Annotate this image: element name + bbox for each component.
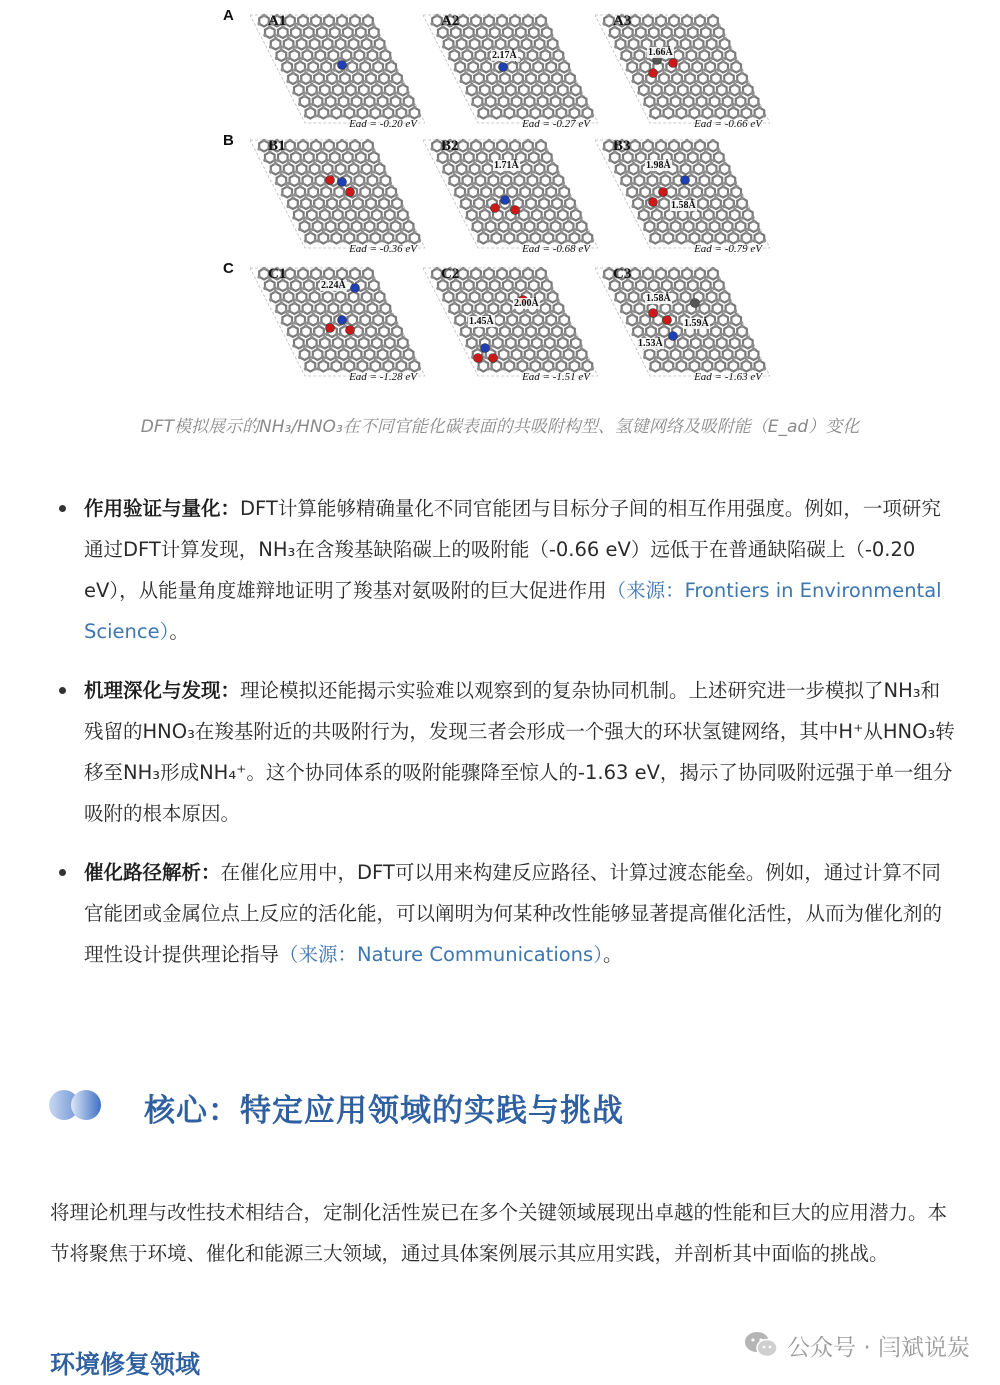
atom xyxy=(491,204,500,213)
atom xyxy=(326,324,335,333)
bond-length-label: 1.98Å xyxy=(646,160,671,171)
atom xyxy=(511,206,520,215)
source-link[interactable]: （来源：Frontiers in Environmental Science） xyxy=(84,579,942,643)
structure-panel xyxy=(423,5,598,130)
bond-length-label: 1.71Å xyxy=(494,160,519,171)
watermark xyxy=(743,1325,970,1365)
bullet-title: 机理深化与发现： xyxy=(84,679,241,702)
atom xyxy=(481,344,490,353)
bullet-title: 催化路径解析： xyxy=(84,861,221,884)
intro-paragraph: 将理论机理与改性技术相结合，定制化活性炭已在多个关键领域展现出卓越的性能和巨大的应用潜力。本节将聚焦于环境、催化和能源三大领域，通过具体案例展示其应用实践，并剖析其中面临的挑战。 xyxy=(50,1201,948,1265)
wechat-icon xyxy=(743,1330,779,1360)
adsorption-energy: Ead = -0.68 eV xyxy=(522,243,590,255)
atom xyxy=(489,354,498,363)
panel-label: A2 xyxy=(441,13,460,29)
atom xyxy=(681,176,690,185)
watermark-text: 公众号 · 闫斌说炭 xyxy=(787,1334,970,1361)
adsorption-energy: Ead = -0.66 eV xyxy=(694,118,762,130)
atom xyxy=(338,61,347,70)
bond-length-label: 1.58Å xyxy=(671,200,696,211)
panel-label: A3 xyxy=(613,13,632,29)
panel-label: A1 xyxy=(268,13,287,29)
row-letter: A xyxy=(223,7,234,24)
bullet-item-mechanism xyxy=(50,670,955,834)
adsorption-energy: Ead = -0.20 eV xyxy=(349,118,417,130)
bullet-end: 。 xyxy=(602,943,623,966)
structure-panel xyxy=(250,130,425,255)
atom xyxy=(649,198,658,207)
bond-length-label: 1.45Å xyxy=(469,316,494,327)
section-heading xyxy=(48,1082,948,1132)
bullet-dot xyxy=(59,869,66,876)
figure-caption: DFT模拟展示的NH₃/HNO₃在不同官能化碳表面的共吸附构型、氢键网络及吸附能（E_ad）变化 xyxy=(140,417,860,437)
atom xyxy=(326,176,335,185)
atom xyxy=(338,178,347,187)
atom xyxy=(659,188,668,197)
structure-panel xyxy=(423,258,598,383)
atom xyxy=(474,354,483,363)
dft-figure xyxy=(215,0,785,390)
bullet-dot xyxy=(59,505,66,512)
bullet-text: DFT计算能够精确量化不同官能团与目标分子间的相互作用强度。例如，一项研究通过DFT计算发现，NH₃在含羧基缺陷碳上的吸附能（-0.66 eV）远低于在普通缺陷碳上（-0.20 eV），从能量角度雄辩地证明了羧基对氨吸附的巨大促进作用 xyxy=(84,497,941,602)
bullet-dot xyxy=(59,687,66,694)
row-letter: B xyxy=(223,132,234,149)
bullet-text: 理论模拟还能揭示实验难以观察到的复杂协同机制。上述研究进一步模拟了NH₃和残留的HNO₃在羧基附近的共吸附行为，发现三者会形成一个强大的环状氢键网络，其中H⁺从HNO₃转移至NH₃形成NH₄⁺。这个协同体系的吸附能骤降至惊人的-1.63 eV，揭示了协同吸附远强于单一组分吸附的根本原因。 xyxy=(84,679,955,825)
atom xyxy=(346,188,355,197)
atom xyxy=(501,196,510,205)
adsorption-energy: Ead = -0.27 eV xyxy=(522,118,590,130)
heading-text: 核心：特定应用领域的实践与挑战 xyxy=(144,1093,624,1129)
atom xyxy=(649,69,658,78)
structure-panel xyxy=(423,130,598,255)
atom xyxy=(663,316,672,325)
panel-label: B3 xyxy=(613,138,631,154)
bond-length-label: 2.17Å xyxy=(492,50,517,61)
atom xyxy=(649,309,658,318)
bond-length-label: 1.66Å xyxy=(648,47,673,58)
structure-panel xyxy=(595,258,770,383)
subheading: 环境修复领域 xyxy=(50,1350,201,1379)
structure-panel xyxy=(250,5,425,130)
adsorption-energy: Ead = -0.36 eV xyxy=(349,243,417,255)
panel-label: C1 xyxy=(268,266,287,282)
adsorption-energy: Ead = -1.51 eV xyxy=(522,371,590,383)
panel-label: B2 xyxy=(441,138,459,154)
adsorption-energy: Ead = -1.63 eV xyxy=(694,371,762,383)
adsorption-energy: Ead = -1.28 eV xyxy=(349,371,417,383)
bullet-title: 作用验证与量化： xyxy=(84,497,241,520)
bullet-list xyxy=(50,488,955,993)
bullet-text: 在催化应用中，DFT可以用来构建反应路径、计算过渡态能垒。例如，通过计算不同官能团或金属位点上反应的活化能，可以阐明为何某种改性能够显著提高催化活性，从而为催化剂的理性设计提供理论指导 xyxy=(84,861,943,966)
structure-panel xyxy=(595,130,770,255)
bullet-end: 。 xyxy=(169,620,189,643)
atom xyxy=(338,316,347,325)
bond-length-label: 1.58Å xyxy=(646,293,671,304)
panel-label: C2 xyxy=(441,266,460,282)
bond-length-label: 2.00Å xyxy=(514,298,539,309)
bullet-item-catalysis xyxy=(50,852,955,975)
bullet-item-verification xyxy=(50,488,955,652)
adsorption-energy: Ead = -0.79 eV xyxy=(694,243,762,255)
row-letter: C xyxy=(223,260,234,277)
bond-length-label: 2.24Å xyxy=(321,280,346,291)
bond-length-label: 1.53Å xyxy=(638,338,663,349)
atom xyxy=(669,59,678,68)
atom xyxy=(351,284,360,293)
atom xyxy=(346,326,355,335)
structure-panel xyxy=(595,5,770,130)
bond-length-label: 1.59Å xyxy=(684,318,709,329)
panel-label: B1 xyxy=(268,138,286,154)
double-circle-icon xyxy=(48,1088,108,1122)
atom xyxy=(499,63,508,72)
structure-panel xyxy=(250,258,425,383)
atom xyxy=(691,299,700,308)
atom xyxy=(669,332,678,341)
panel-label: C3 xyxy=(613,266,632,282)
source-link[interactable]: （来源：Nature Communications） xyxy=(279,943,603,966)
